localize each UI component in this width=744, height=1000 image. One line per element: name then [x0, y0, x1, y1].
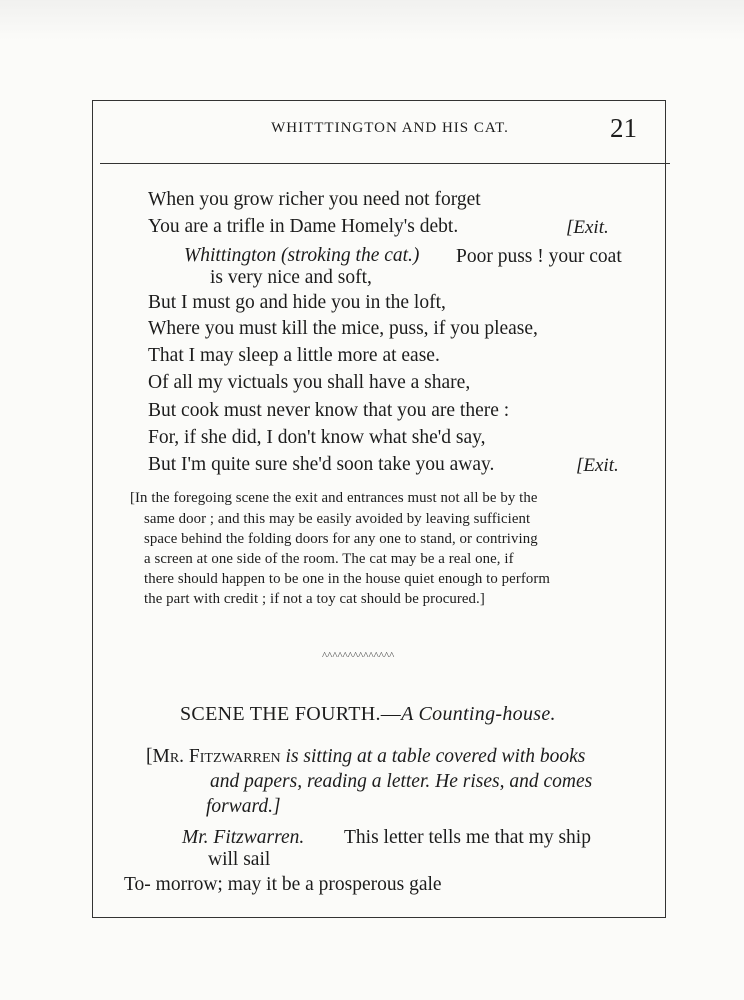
stage-direction-exit-1: [Exit. [566, 217, 609, 238]
verse-line-7: Of all my victuals you shall have a share, [148, 372, 471, 393]
running-title: WHITTTINGTON AND HIS CAT. [271, 120, 509, 136]
speech-line-1: This letter tells me that my ship [344, 827, 591, 848]
page-top-shading [0, 0, 744, 40]
verse-line-8: But cook must never know that you are there : [148, 400, 510, 421]
scene-title-roman: SCENE THE FOURTH.— [180, 703, 402, 725]
speech-line-2: To- morrow; may it be a prosperous gale [124, 874, 442, 895]
verse-line-3-continued: is very nice and soft, [210, 267, 372, 288]
page-number: 21 [610, 113, 637, 143]
verse-line-4: But I must go and hide you in the loft, [148, 292, 446, 313]
stage-direction-exit-2: [Exit. [576, 455, 619, 476]
verse-line-3: Poor puss ! your coat [456, 246, 622, 267]
verse-line-9: For, if she did, I don't know what she'd say, [148, 427, 486, 448]
note-line-4: a screen at one side of the room. The cat may be a real one, if [144, 551, 514, 567]
verse-line-5: Where you must kill the mice, puss, if you please, [148, 318, 538, 339]
verse-line-2: You are a trifle in Dame Homely's debt. [148, 216, 459, 237]
header-rule [100, 163, 670, 164]
stage-direction-bracket: [ [146, 746, 153, 767]
stage-direction-line-3: forward.] [206, 796, 281, 817]
speech-line-1-continued: will sail [208, 849, 271, 870]
note-line-5: there should happen to be one in the house quiet enough to perform [144, 571, 551, 587]
note-line-2: same door ; and this may be easily avoided by leaving sufficient [144, 511, 531, 527]
note-line-3: space behind the folding doors for any one to stand, or contriving [144, 531, 538, 547]
stage-direction-text-1: is sitting at a table covered with books [285, 746, 586, 767]
note-line-6: the part with credit ; if not a toy cat should be procured.] [144, 591, 485, 607]
speaker-fitzwarren: Mr. Fitzwarren. [182, 827, 305, 848]
verse-line-10: But I'm quite sure she'd soon take you away. [148, 454, 495, 475]
stage-direction-line-1 [146, 746, 585, 768]
section-ornament: ^^^^^^^^^^^^^^ [322, 650, 395, 662]
stage-direction-line-2: and papers, reading a letter. He rises, and comes [210, 771, 593, 792]
verse-line-1: When you grow richer you need not forget [148, 189, 481, 210]
scene-title [180, 703, 556, 726]
scene-title-setting: A Counting-house. [401, 703, 556, 725]
character-name-fitzwarren: Mr. Fitzwarren [152, 746, 281, 767]
note-line-1: [In the foregoing scene the exit and entrances must not all be by the [130, 490, 538, 506]
speaker-whittington: Whittington (stroking the cat.) [184, 245, 420, 266]
verse-line-6: That I may sleep a little more at ease. [148, 345, 440, 366]
